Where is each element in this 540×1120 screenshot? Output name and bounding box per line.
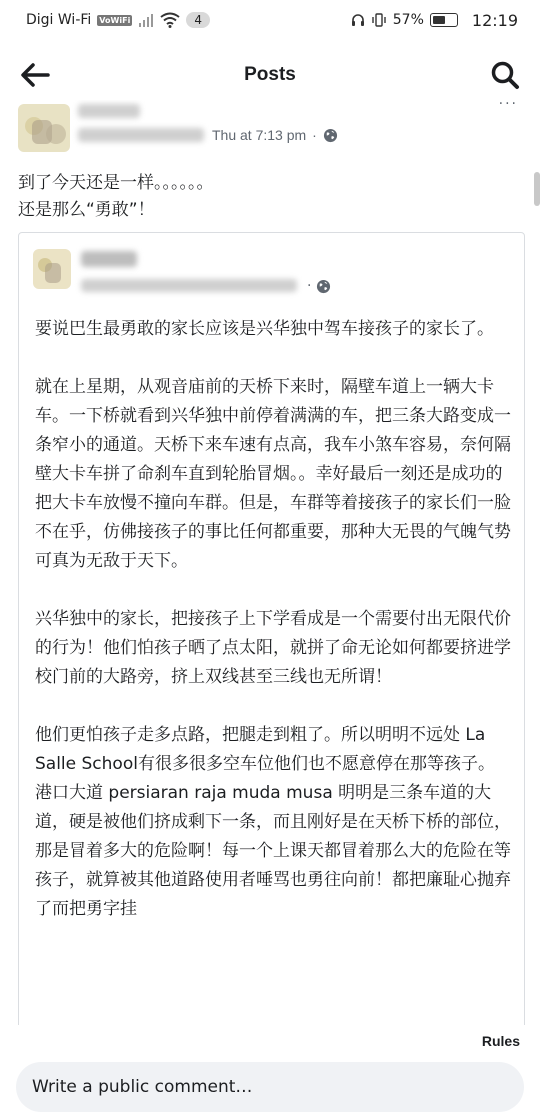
battery-icon	[430, 13, 458, 27]
clock: 12:19	[471, 10, 518, 30]
post	[0, 100, 540, 1025]
battery-percent: 57%	[392, 12, 424, 28]
more-options-icon[interactable]: ···	[498, 100, 518, 112]
shared-post-meta	[307, 278, 331, 294]
back-arrow-icon[interactable]	[18, 60, 52, 90]
post-text-line: 到了今天还是一样。。。。。。	[18, 173, 214, 193]
vibrate-icon	[371, 13, 387, 27]
shared-meta-blurred[interactable]	[81, 279, 297, 292]
shared-author-blurred[interactable]	[81, 251, 137, 267]
status-bar	[0, 0, 540, 40]
shared-paragraph: 兴华独中的家长，把接孩子上下学看成是一个需要付出无限代价的行为！他们怕孩子晒了点太阳，就拼了命无论如何都要挤进学校门前的大路旁，挤上双线甚至三线也无所谓！	[35, 609, 511, 687]
rules-link[interactable]: Rules	[481, 1033, 520, 1049]
shared-paragraph: 就在上星期，从观音庙前的天桥下来时，隔壁车道上一辆大卡车。一下桥就看到兴华独中前停着满满的车，把三条大路变成一条窄小的通道。天桥下来车速有点高，我车小煞车容易，奈何隔壁大卡车拼了命刹车直到轮胎冒烟。。幸好最后一刻还是成功的把大卡车放慢不撞向车群。但是，车群等着接孩子的家长们一脸不在乎，仿佛接孩子的事比任何都重要，那种大无畏的气魄气势可真为无敌于天下。	[35, 377, 511, 571]
wifi-icon	[160, 12, 180, 28]
globe-icon	[316, 279, 331, 294]
shared-paragraph: 他们更怕孩子走多点路，把腿走到粗了。所以明明不远处 La Salle School有很多很多空车位他们也不愿意停在那等孩子。	[35, 725, 495, 774]
author-name-blurred[interactable]	[78, 104, 140, 118]
post-timestamp[interactable]: Thu at 7:13 pm	[212, 127, 307, 143]
meta-separator: ·	[307, 278, 312, 294]
post-text-line: 还是那么“勇敢”！	[18, 200, 155, 220]
avatar[interactable]	[18, 104, 70, 152]
meta-separator: ·	[312, 127, 317, 143]
search-icon[interactable]	[490, 60, 520, 90]
status-left	[26, 12, 210, 28]
shared-paragraph: 港口大道 persiaran raja muda musa 明明是三条车道的大道，硬是被他们挤成剩下一条，而且刚好是在天桥下桥的部位，那是冒着多大的危险啊！每一个上课天都冒着那么大的危险在等孩子，就算被其他道路使用者唾骂也勇往向前！都把廉耻心抛弃了而把勇字挂	[35, 783, 511, 919]
comment-input[interactable]: Write a public comment…	[16, 1062, 524, 1112]
shared-post-body	[35, 315, 519, 953]
post-header	[18, 100, 528, 156]
shared-avatar[interactable]	[33, 249, 71, 289]
carrier-label: Digi Wi-Fi	[26, 12, 92, 28]
signal-icon	[138, 13, 154, 27]
shared-paragraph: 要说巴生最勇敢的家长应该是兴华独中驾车接孩子的家长了。	[35, 319, 494, 339]
scrollbar-thumb[interactable]	[534, 172, 540, 206]
post-meta	[212, 127, 338, 143]
globe-icon	[323, 128, 338, 143]
headphones-icon	[351, 13, 365, 27]
volte-badge: VoWiFi	[99, 15, 131, 25]
shared-post-card[interactable]	[18, 232, 525, 1025]
shared-post-header	[33, 249, 513, 303]
status-right	[351, 11, 518, 30]
notification-count: 4	[186, 12, 210, 28]
group-name-blurred[interactable]	[78, 128, 204, 142]
page-title: Posts	[244, 64, 296, 85]
post-text	[18, 170, 214, 224]
